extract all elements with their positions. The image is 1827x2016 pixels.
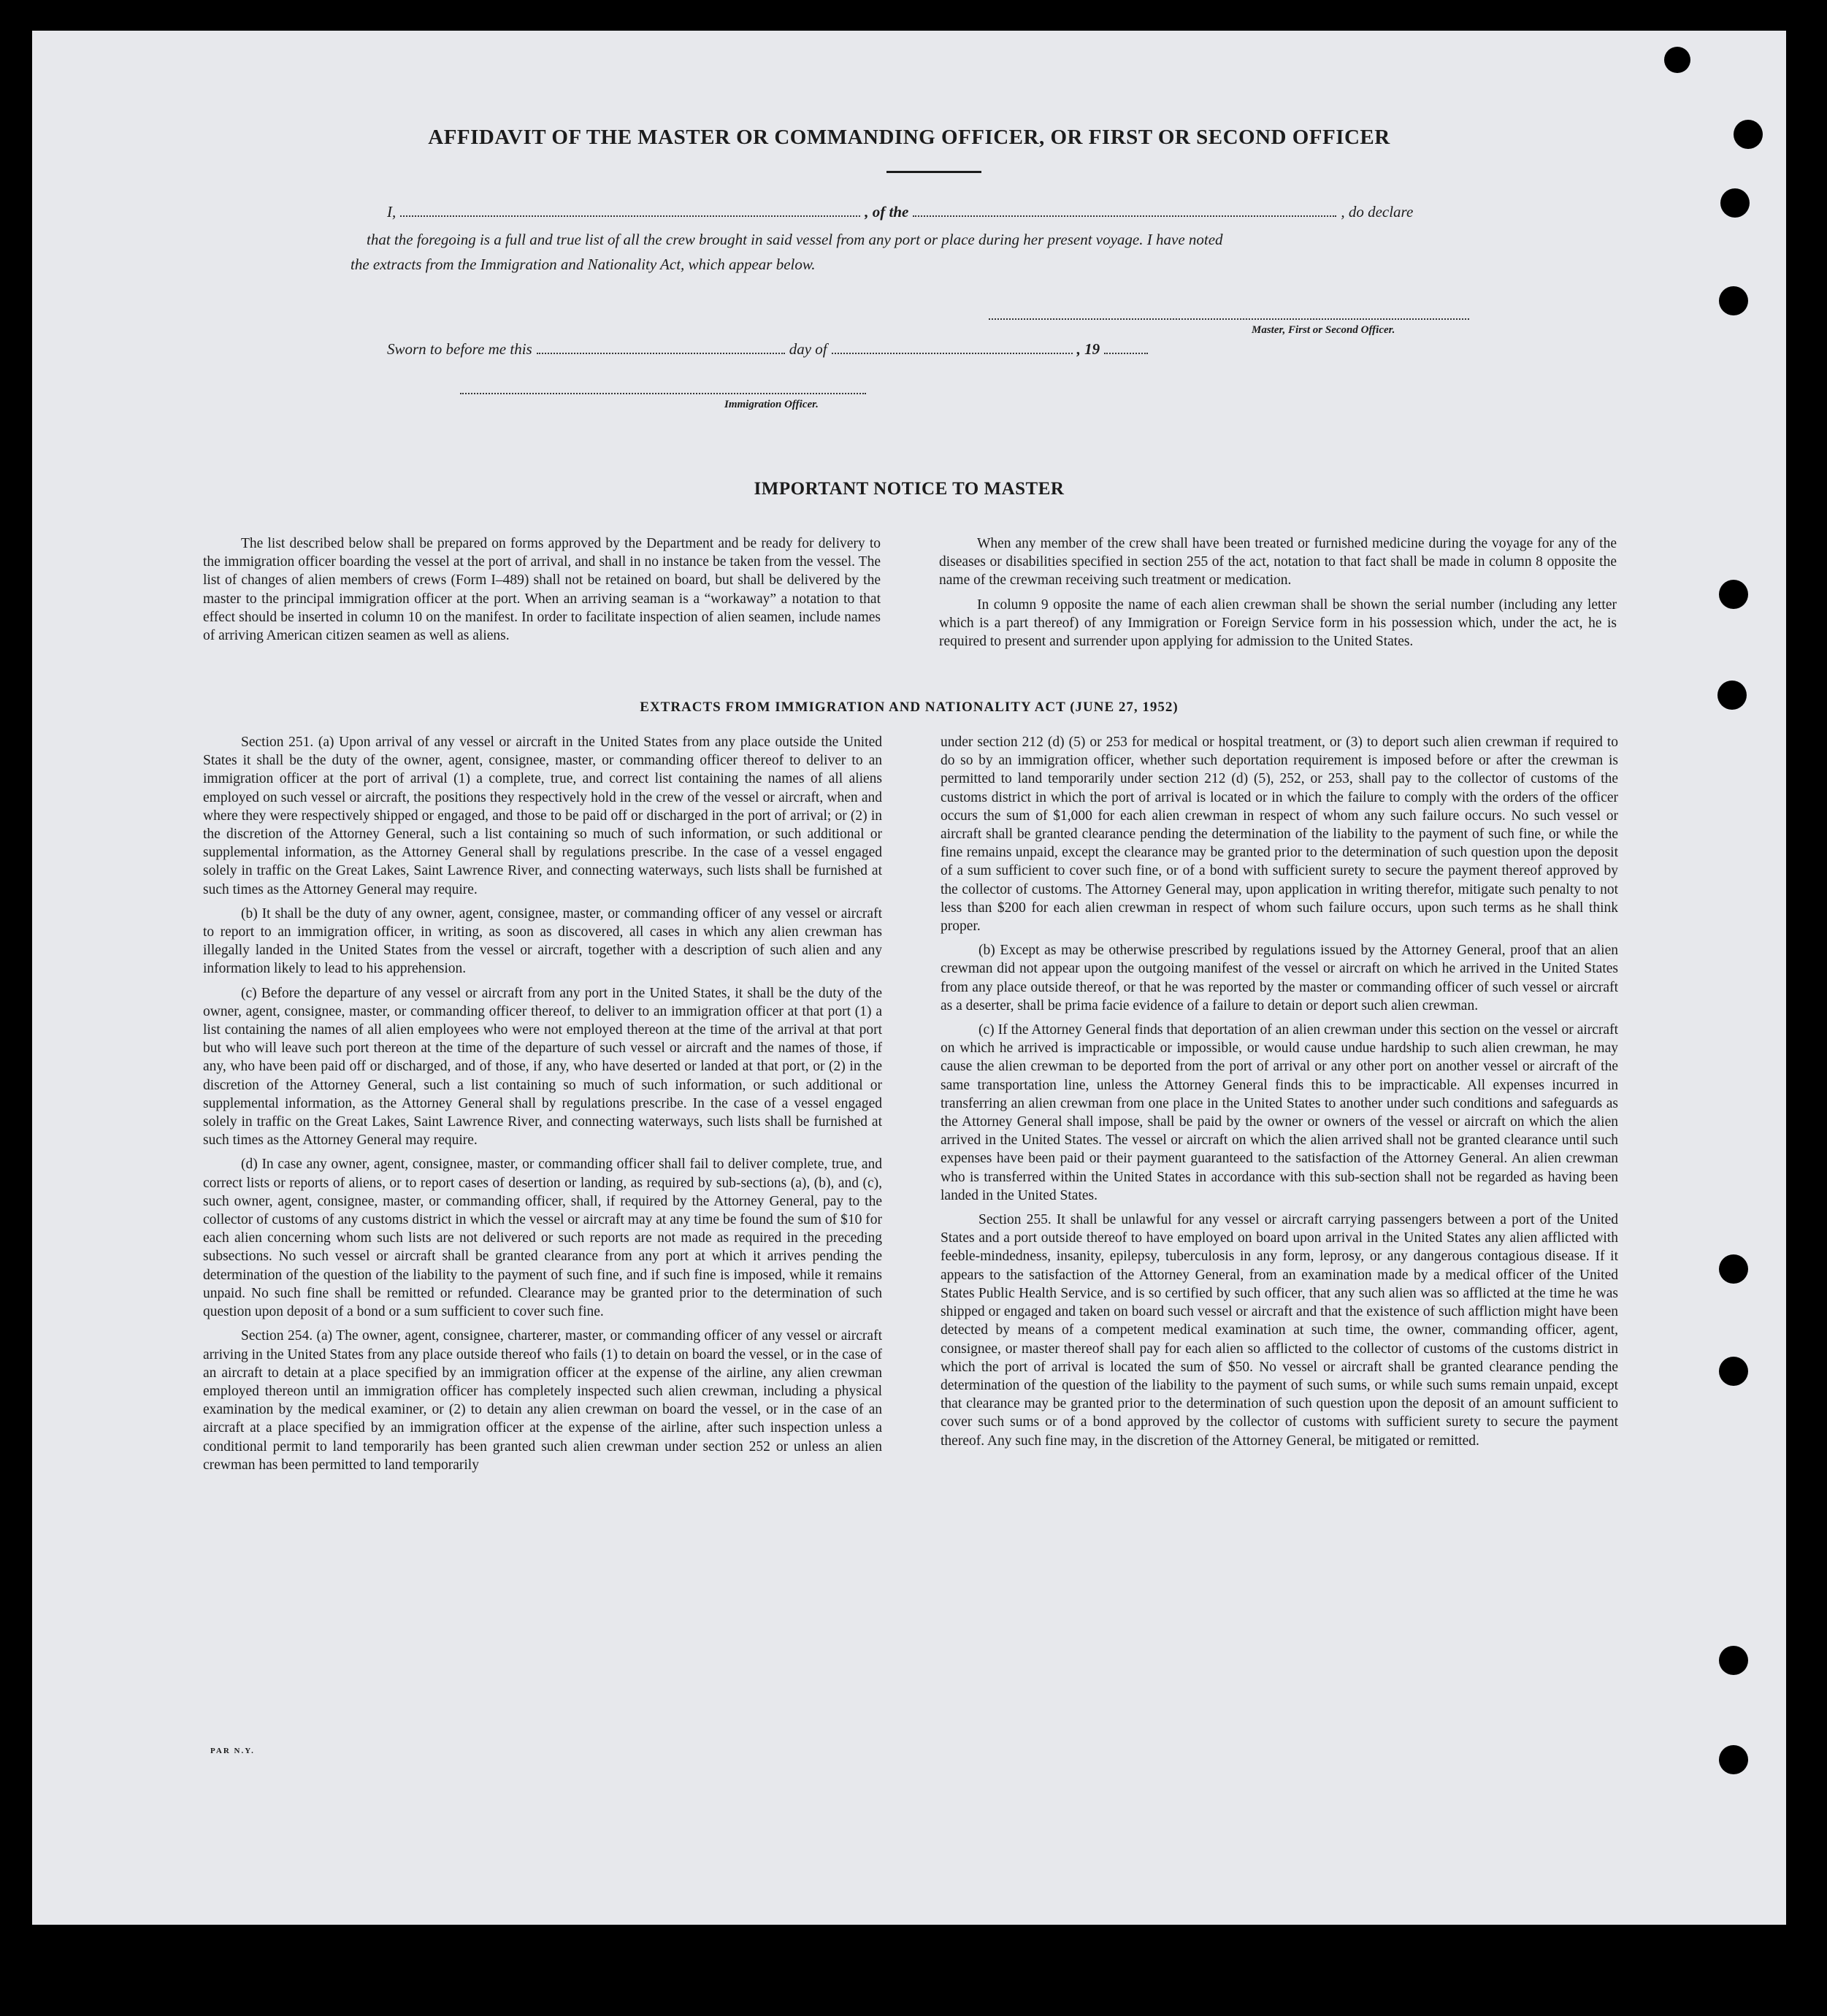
declaration-text-line2: the extracts from the Immigration and Nationality Act, which appear below.	[351, 256, 816, 273]
sworn-label: Sworn to before me this	[387, 340, 532, 358]
binder-hole	[1719, 1254, 1748, 1284]
extracts-left-column	[203, 733, 882, 1480]
printer-mark: PAR N.Y.	[210, 1747, 255, 1755]
sworn-line	[387, 340, 1152, 359]
sworn-month-blank[interactable]	[832, 350, 1073, 354]
binder-hole	[1719, 1357, 1748, 1386]
extract-paragraph: Section 255. It shall be unlawful for any vessel or aircraft carrying passengers between a port of the United States and a port outside thereof to have employed on board upon arrival in the United States any alien afflicted with feeble-mindedness, insanity, epilepsy, tuberculosis in any form, leprosy, or any dangerous contagious disease. If it appears to the satisfaction of the Attorney General, from an examination made by a medical officer of the United States Public Health Service, and is so certified by such officer, that any such alien was so afflicted at the time he was shipped or engaged and taken on board such vessel or aircraft and that the existence of such affliction might have been detected by means of a competent medical examination at such time, the owner, commanding officer, agent, consignee, or master thereof shall pay for each alien so afflicted to the collector of customs of the customs district in which the port of arrival is located the sum of $50. No vessel or aircraft shall be granted clearance pending the determination of the question of the liability to the payment of such sums, or while such sums remain unpaid, except that clearance may be granted prior to the determination of such question upon the deposit of an amount sufficient to cover such sums or of a bond approved by the collector of customs with sufficient surety to secure the payment thereof. Any such fine may, in the discretion of the Attorney General, be mitigated or remitted.	[941, 1212, 1618, 1449]
notice-left-column	[203, 534, 881, 651]
i-label: I,	[387, 203, 397, 221]
binder-hole	[1720, 188, 1750, 218]
master-signature-label: Master, First or Second Officer.	[1252, 324, 1395, 336]
extracts-heading: EXTRACTS FROM IMMIGRATION AND NATIONALITY ACT (JUNE 27, 1952)	[640, 700, 1179, 715]
notice-paragraph: When any member of the crew shall have been treated or furnished medicine during the voyage for any of the diseases or disabilities specified in section 255 of the act, notation to that fact shall be made in column 8 opposite the name of the crewman receiving such treatment or medication.	[939, 536, 1617, 589]
extract-paragraph: (b) Except as may be otherwise prescribed by regulations issued by the Attorney General, proof that an alien crewman did not appear upon the outgoing manifest of the vessel or aircraft on which he arrived in the United States from any place outside thereof, or that he was reported by the master or commanding officer of such vessel or aircraft as a deserter, shall be prima facie evidence of a failure to detain or deport such alien crewman.	[941, 943, 1618, 1013]
extract-paragraph: under section 212 (d) (5) or 253 for medical or hospital treatment, or (3) to deport such alien crewman if required to do so by an immigration officer, whether such deportation requirement is imposed before or after the crewman is permitted to land temporarily under section 212 (d) (5), 252, or 253, shall pay to the collector of customs of the customs district in which the port of arrival is located or in which the failure to comply with the orders of the officer occurs the sum of $1,000 for each alien crewman in respect of whom any such failure occurs. No such vessel or aircraft shall be granted clearance pending the determination of the liability to the payment of such fine, or while the fine remains unpaid, except the clearance may be granted prior to the determination of such question upon the deposit of a sum sufficient to cover such fine, or of a bond with sufficient surety to secure the payment thereof approved by the collector of customs. The Attorney General may, upon application in writing therefor, mitigate such penalty to not less than $200 for each alien crewman in respect of whom such failure occurs, upon such terms as he shall think proper.	[941, 735, 1618, 935]
immigration-officer-label: Immigration Officer.	[724, 399, 819, 410]
binder-hole	[1664, 47, 1690, 73]
extract-paragraph: Section 251. (a) Upon arrival of any vessel or aircraft in the United States from any place outside the United States it shall be the duty of the owner, agent, consignee, master, or commanding officer thereof to deliver to an immigration officer at the port of arrival (1) a complete, true, and correct list containing the names of all aliens employed on such vessel or aircraft, the positions they respectively hold in the crew of the vessel or aircraft, when and where they were respectively shipped or engaged, and those to be paid off or discharged in the port of arrival; or (2) in the discretion of the Attorney General, such a list containing so much of such information, or such additional or supplemental information, as the Attorney General shall by regulations prescribe. In the case of a vessel engaged solely in traffic on the Great Lakes, Saint Lawrence River, and connecting waterways, such lists shall be furnished at such times as the Attorney General may require.	[203, 735, 882, 897]
notice-heading: IMPORTANT NOTICE TO MASTER	[754, 479, 1065, 499]
name-blank[interactable]	[400, 212, 860, 217]
sworn-year-blank[interactable]	[1104, 350, 1148, 354]
vessel-blank[interactable]	[913, 212, 1336, 217]
notice-right-column	[939, 534, 1617, 656]
title-divider	[886, 171, 981, 173]
declaration-name-line	[387, 203, 1413, 221]
extract-paragraph: (c) Before the departure of any vessel or aircraft from any port in the United States, it shall be the duty of the owner, agent, consignee, master, or commanding officer thereof, to deliver to an immigration officer at that port (1) a list containing the names of all alien employees who were not employed thereon at the time of the arrival at that port but who will leave such port thereon at the time of the departure of such vessel or aircraft and the names of those, if any, who have been paid off or discharged, and of those, if any, who have deserted or landed at that port, or (2) in the discretion of the Attorney General, such a list containing so much of such information, or such additional or supplemental information, as the Attorney General shall by regulations prescribe. In the case of a vessel engaged solely in traffic on the Great Lakes, Saint Lawrence River, and connecting waterways, such lists shall be furnished at such times as the Attorney General may require.	[203, 985, 882, 1149]
master-signature-line[interactable]	[989, 318, 1469, 320]
extract-paragraph: (b) It shall be the duty of any owner, agent, consignee, master, or commanding officer of any vessel or aircraft to report to an immigration officer, in writing, as soon as discovered, all cases in which any alien crewman has illegally landed in the United States from the vessel or aircraft, together with a description of such alien and any information likely to lead to his apprehension.	[203, 905, 882, 977]
do-declare-label: , do declare	[1341, 203, 1414, 221]
binder-hole	[1719, 286, 1748, 315]
extract-paragraph: Section 254. (a) The owner, agent, consignee, charterer, master, or commanding officer of any vessel or aircraft arriving in the United States from any place outside thereof who fails (1) to detain on board the vessel, or in the case of an aircraft to detain at a place specified by an immigration officer at the expense of the airline, any alien crewman employed thereon until an immigration officer has completely inspected such alien crewman, including a physical examination by the medical examiner, or (2) to detain any alien crewman on board the vessel, or in the case of an aircraft at a place specified by an immigration officer at the expense of the airline, after such inspection unless a conditional permit to land temporarily has been granted such alien crewman under section 252 or unless an alien crewman has been permitted to land temporarily	[203, 1328, 882, 1473]
of-the-label: , of the	[865, 203, 909, 221]
sworn-day-blank[interactable]	[537, 350, 785, 354]
immigration-officer-signature-line[interactable]	[460, 393, 866, 394]
binder-hole	[1719, 1646, 1748, 1675]
declaration-text-line1: that the foregoing is a full and true list of all the crew brought in said vessel from any port or place during her present voyage. I have noted	[367, 231, 1223, 248]
document-page	[32, 31, 1786, 1925]
notice-paragraph: In column 9 opposite the name of each alien crewman shall be shown the serial number (including any letter which is a part thereof) of any Immigration or Foreign Service form in his possession which, under the act, he is required to present and surrender upon applying for admission to the United States.	[939, 597, 1617, 650]
year-label: , 19	[1076, 340, 1100, 358]
affidavit-title: AFFIDAVIT OF THE MASTER OR COMMANDING OFFICER, OR FIRST OR SECOND OFFICER	[428, 126, 1390, 149]
binder-hole	[1719, 580, 1748, 609]
extract-paragraph: (c) If the Attorney General finds that deportation of an alien crewman under this section on the vessel or aircraft on which he arrived is impracticable or impossible, or would cause undue hardship to such alien crewman, he may cause the alien crewman to be deported from the port of arrival or any other port on another vessel or aircraft of the same transportation line, unless the Attorney General finds this to be impracticable. All expenses incurred in transferring an alien crewman from one place in the United States to another under such conditions and safeguards as the Attorney General shall impose, shall be paid by the owner or owners of the vessel or aircraft on which the alien arrived in the United States. The vessel or aircraft on which the alien arrived shall not be granted clearance until such expenses have been paid or their payment guaranteed to the satisfaction of the Attorney General. An alien crewman who is transferred within the United States in accordance with this sub-section shall not be regarded as having been landed in the United States.	[941, 1022, 1618, 1203]
binder-hole	[1719, 1745, 1748, 1774]
notice-paragraph: The list described below shall be prepared on forms approved by the Department and be ready for delivery to the immigration officer boarding the vessel at the port of arrival, and shall in no instance be taken from the vessel. The list of changes of alien members of crews (Form I–489) shall not be retained on board, but shall be delivered by the master to the principal immigration officer at the port. When an arriving seaman is a “workaway” a notation to that effect should be inserted in column 10 on the manifest. In order to facilitate inspection of alien seamen, include names of arriving American citizen seamen as well as aliens.	[203, 536, 881, 644]
day-of-label: day of	[789, 340, 827, 358]
extracts-right-column	[941, 733, 1618, 1456]
extract-paragraph: (d) In case any owner, agent, consignee, master, or commanding officer shall fail to deliver complete, true, and correct lists or reports of aliens, or to report cases of desertion or landing, as required by sub-sections (a), (b), and (c), such owner, agent, consignee, master, or commanding officer, shall, if required by the Attorney General, pay to the collector of customs of any customs district in which the vessel or aircraft may at any time be found the sum of $10 for each alien concerning whom such lists are not delivered or such reports are not made as required in the preceding subsections. No such vessel or aircraft shall be granted clearance from any port at which it arrives pending the determination of the question of the liability to the payment of such fine, and if such fine is imposed, while it remains unpaid. No such fine shall be remitted or refunded. Clearance may be granted prior to the determination of such question upon deposit of a bond or a sum sufficient to cover such fine.	[203, 1157, 882, 1320]
